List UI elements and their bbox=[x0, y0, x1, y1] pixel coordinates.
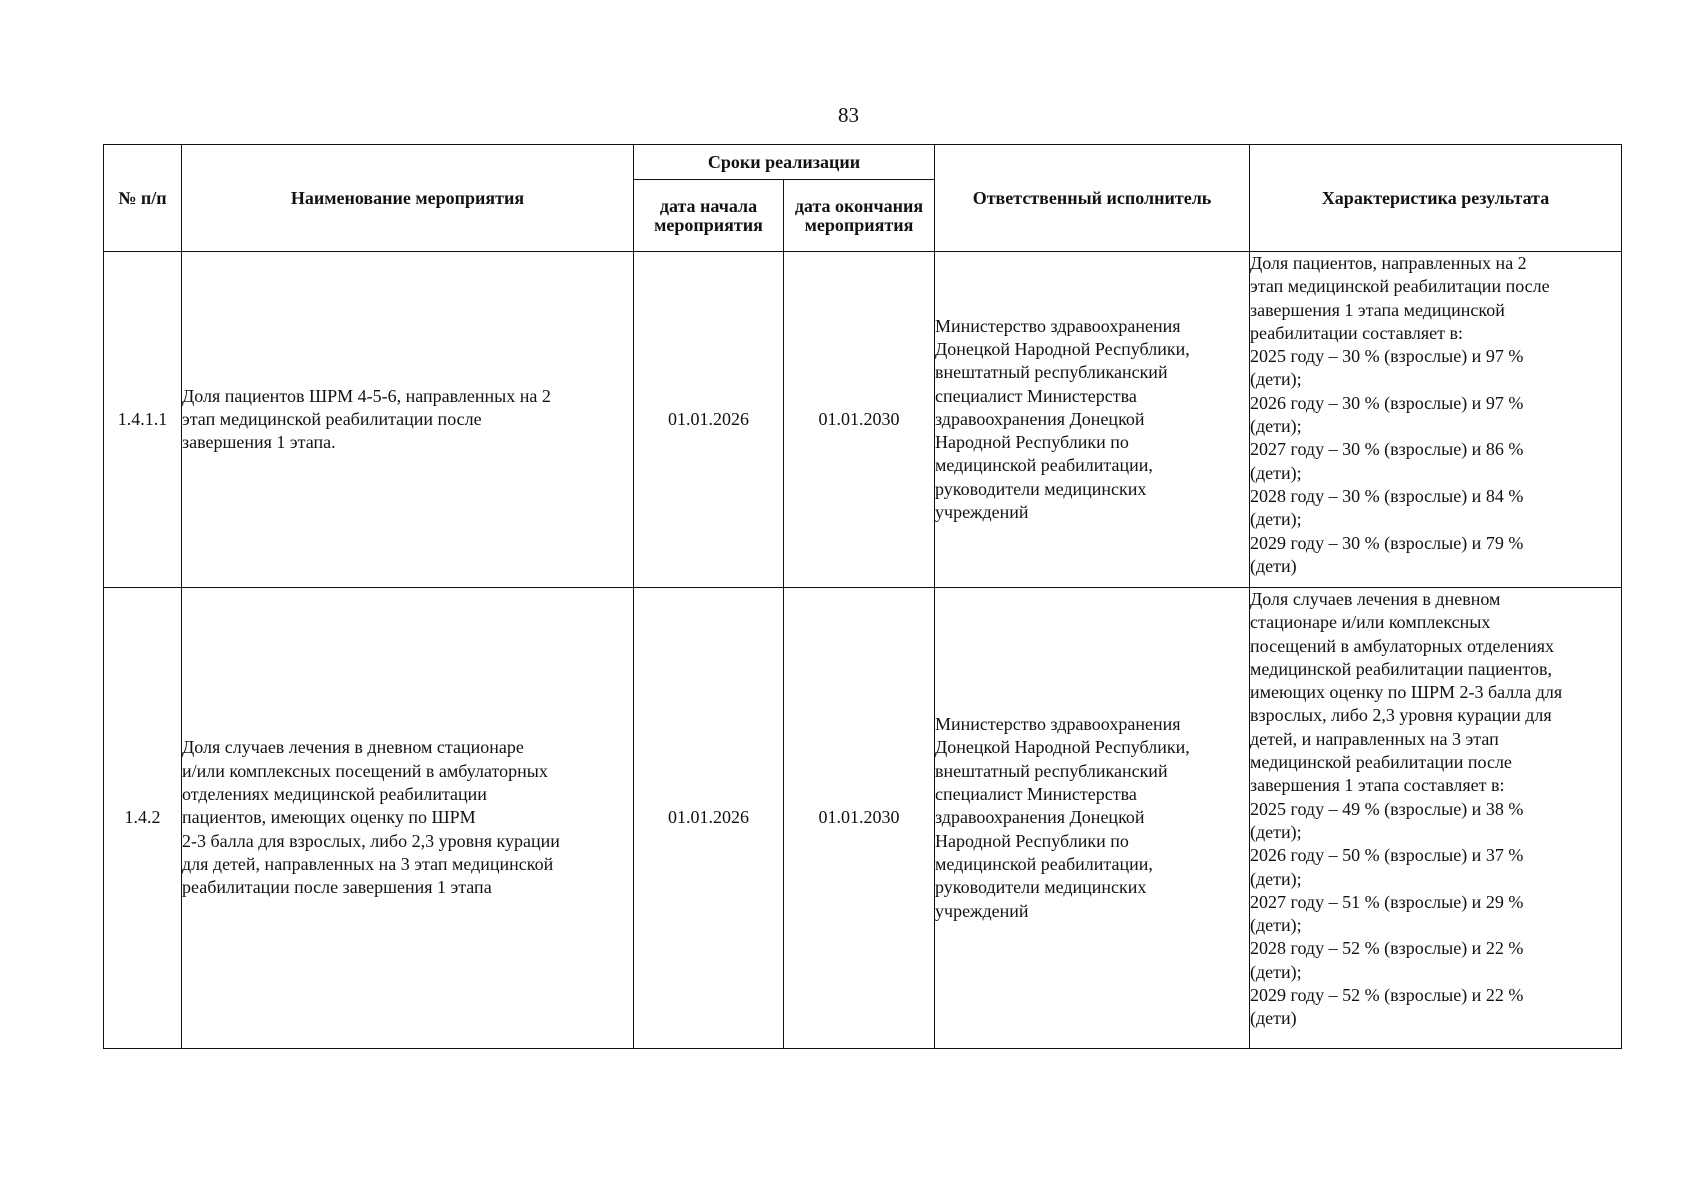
cell-text-line: (дети); bbox=[1250, 821, 1302, 842]
cell-text-line: (дети); bbox=[1250, 462, 1302, 483]
cell-text-line: стационаре и/или комплексных bbox=[1250, 612, 1491, 633]
cell-text-line: Министерство здравоохранения bbox=[935, 714, 1181, 735]
result-cell bbox=[1250, 588, 1622, 1049]
activities-table bbox=[103, 144, 1622, 1049]
cell-text-line: (дети) bbox=[1250, 555, 1297, 576]
header-end-date: дата окончания мероприятия bbox=[784, 180, 935, 252]
cell-text-line: 2029 году – 30 % (взрослые) и 79 % bbox=[1250, 532, 1524, 553]
cell-text-line: руководители медицинских bbox=[935, 877, 1147, 898]
table-row bbox=[104, 588, 1622, 1049]
cell-text-line: и/или комплексных посещений в амбулаторных bbox=[182, 760, 548, 781]
cell-text-line: (дети); bbox=[1250, 868, 1302, 889]
cell-text-line: завершения 1 этапа. bbox=[182, 432, 336, 453]
cell-text-line: Народной Республики по bbox=[935, 432, 1129, 453]
page-number: 83 bbox=[838, 103, 859, 127]
header-period: Сроки реализации bbox=[634, 145, 935, 180]
header-start-date: дата начала мероприятия bbox=[634, 180, 784, 252]
cell-text-line: внештатный республиканский bbox=[935, 362, 1168, 383]
cell-text-line: Доля пациентов, направленных на 2 bbox=[1250, 253, 1527, 273]
cell-text-line: Доля случаев лечения в дневном стационаре bbox=[182, 737, 524, 758]
cell-text-line: Донецкой Народной Республики, bbox=[935, 338, 1190, 359]
cell-text-line: Доля пациентов ШРМ 4-5-6, направленных на 2 bbox=[182, 385, 551, 406]
cell-text-line: внештатный республиканский bbox=[935, 760, 1168, 781]
cell-text-line: завершения 1 этапа медицинской bbox=[1250, 299, 1505, 320]
cell-text-line: учреждений bbox=[935, 502, 1029, 523]
start-date-cell: 01.01.2026 bbox=[634, 252, 784, 588]
header-number: № п/п bbox=[104, 145, 182, 252]
cell-text-line: специалист Министерства bbox=[935, 385, 1137, 406]
cell-text-line: здравоохранения Донецкой bbox=[935, 807, 1145, 828]
cell-text-line: реабилитации составляет в: bbox=[1250, 322, 1463, 343]
cell-text-line: Народной Республики по bbox=[935, 830, 1129, 851]
cell-text-line: детей, и направленных на 3 этап bbox=[1250, 728, 1499, 749]
cell-text-line: руководители медицинских bbox=[935, 478, 1147, 499]
result-cell bbox=[1250, 252, 1622, 588]
cell-text-line: Донецкой Народной Республики, bbox=[935, 737, 1190, 758]
responsible-cell bbox=[935, 252, 1250, 588]
cell-text-line: 2028 году – 52 % (взрослые) и 22 % bbox=[1250, 938, 1524, 959]
cell-text-line: 2029 году – 52 % (взрослые) и 22 % bbox=[1250, 985, 1524, 1006]
cell-text-line: 2026 году – 30 % (взрослые) и 97 % bbox=[1250, 392, 1524, 413]
cell-text-line: 2-3 балла для взрослых, либо 2,3 уровня курации bbox=[182, 830, 560, 851]
header-responsible: Ответственный исполнитель bbox=[935, 145, 1250, 252]
activity-name-cell bbox=[182, 588, 634, 1049]
cell-text-line: здравоохранения Донецкой bbox=[935, 408, 1145, 429]
cell-text-line: завершения 1 этапа составляет в: bbox=[1250, 775, 1505, 796]
cell-text-line: Доля случаев лечения в дневном bbox=[1250, 589, 1501, 609]
cell-text-line: учреждений bbox=[935, 900, 1029, 921]
cell-text-line: для детей, направленных на 3 этап медицинской bbox=[182, 853, 554, 874]
cell-text-line: медицинской реабилитации после bbox=[1250, 752, 1512, 773]
cell-text-line: медицинской реабилитации пациентов, bbox=[1250, 658, 1553, 679]
cell-text-line: специалист Министерства bbox=[935, 784, 1137, 805]
row-number-cell: 1.4.1.1 bbox=[104, 252, 182, 588]
cell-text-line: 2027 году – 30 % (взрослые) и 86 % bbox=[1250, 439, 1524, 460]
cell-text-line: 2027 году – 51 % (взрослые) и 29 % bbox=[1250, 891, 1524, 912]
cell-text-line: реабилитации после завершения 1 этапа bbox=[182, 877, 492, 898]
cell-text-line: посещений в амбулаторных отделениях bbox=[1250, 635, 1555, 656]
responsible-cell bbox=[935, 588, 1250, 1049]
cell-text-line: 2025 году – 30 % (взрослые) и 97 % bbox=[1250, 346, 1524, 367]
cell-text-line: медицинской реабилитации, bbox=[935, 455, 1153, 476]
cell-text-line: 2025 году – 49 % (взрослые) и 38 % bbox=[1250, 798, 1524, 819]
cell-text-line: (дети); bbox=[1250, 961, 1302, 982]
header-activity-name: Наименование мероприятия bbox=[182, 145, 634, 252]
cell-text-line: пациентов, имеющих оценку по ШРМ bbox=[182, 807, 476, 828]
cell-text-line: Министерство здравоохранения bbox=[935, 315, 1181, 336]
cell-text-line: 2028 году – 30 % (взрослые) и 84 % bbox=[1250, 485, 1524, 506]
cell-text-line: взрослых, либо 2,3 уровня курации для bbox=[1250, 705, 1552, 726]
cell-text-line: этап медицинской реабилитации после bbox=[182, 408, 482, 429]
cell-text-line: этап медицинской реабилитации после bbox=[1250, 276, 1550, 297]
row-number-cell: 1.4.2 bbox=[104, 588, 182, 1049]
cell-text-line: (дети) bbox=[1250, 1008, 1297, 1029]
end-date-cell: 01.01.2030 bbox=[784, 588, 935, 1049]
header-result: Характеристика результата bbox=[1250, 145, 1622, 252]
table-row bbox=[104, 252, 1622, 588]
cell-text-line: 2026 году – 50 % (взрослые) и 37 % bbox=[1250, 845, 1524, 866]
cell-text-line: (дети); bbox=[1250, 509, 1302, 530]
cell-text-line: имеющих оценку по ШРМ 2-3 балла для bbox=[1250, 682, 1563, 703]
start-date-cell: 01.01.2026 bbox=[634, 588, 784, 1049]
activity-name-cell bbox=[182, 252, 634, 588]
cell-text-line: (дети); bbox=[1250, 369, 1302, 390]
cell-text-line: (дети); bbox=[1250, 416, 1302, 437]
cell-text-line: (дети); bbox=[1250, 915, 1302, 936]
end-date-cell: 01.01.2030 bbox=[784, 252, 935, 588]
cell-text-line: отделениях медицинской реабилитации bbox=[182, 784, 487, 805]
cell-text-line: медицинской реабилитации, bbox=[935, 853, 1153, 874]
